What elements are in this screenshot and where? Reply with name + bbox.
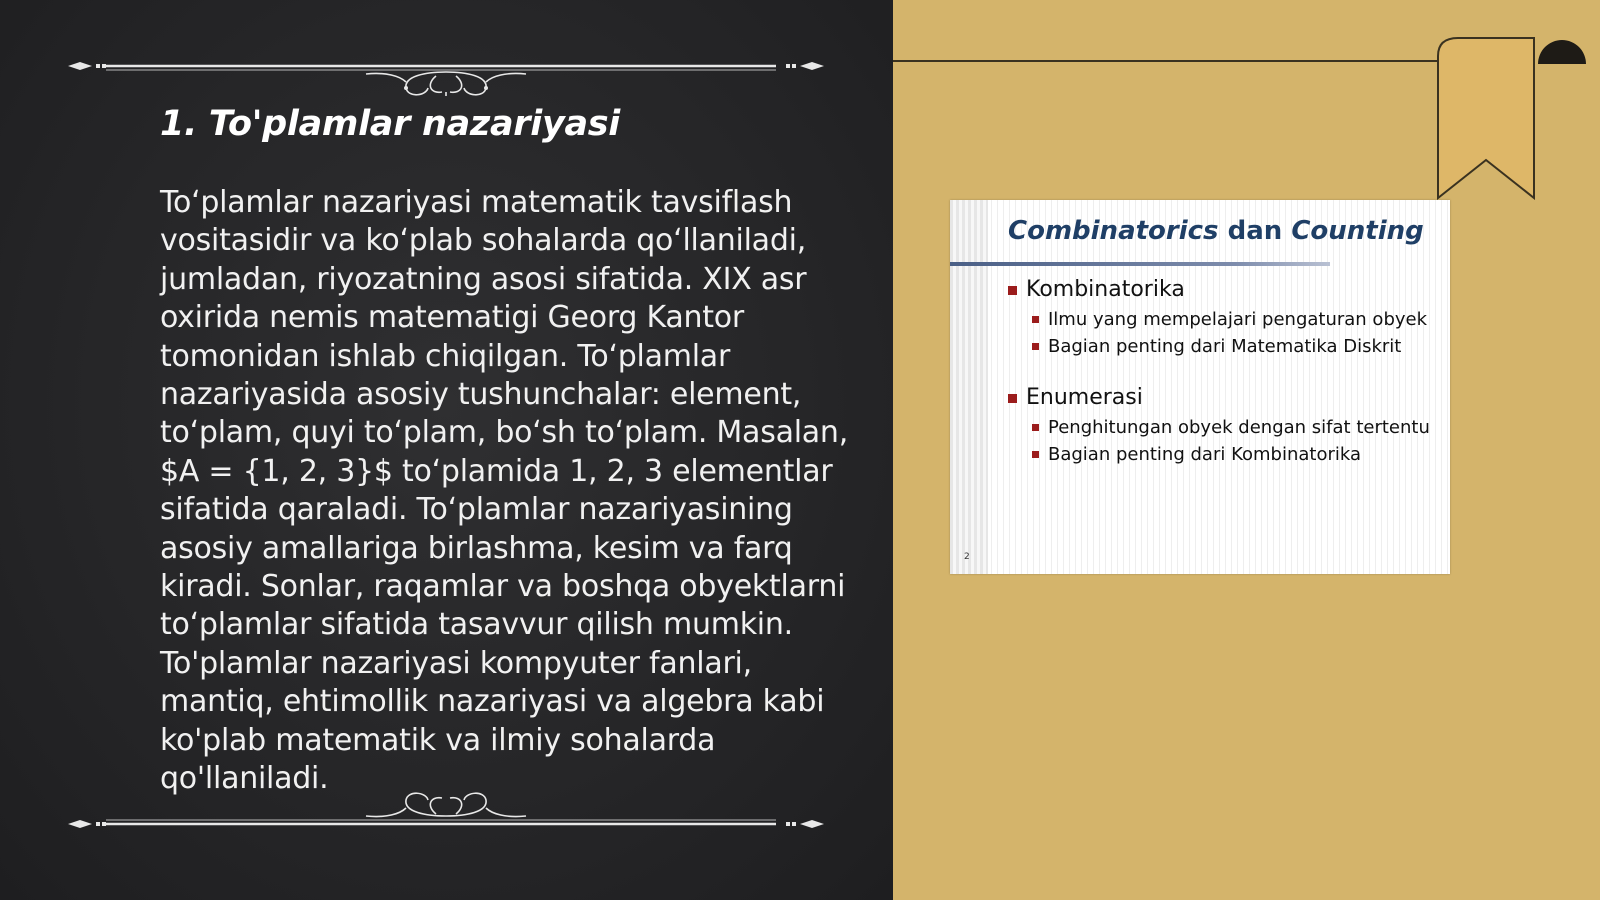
bottom-ornament-divider bbox=[66, 780, 826, 840]
embedded-slide-stripe bbox=[950, 200, 988, 574]
sub-list-item bbox=[1008, 335, 1448, 358]
list-item bbox=[1008, 276, 1448, 304]
bullet-square-icon bbox=[1032, 316, 1039, 323]
embedded-bullet-list bbox=[1008, 276, 1448, 466]
sub-list-item-label: Penghitungan obyek dengan sifat tertentu bbox=[1048, 417, 1430, 438]
sub-list-item bbox=[1008, 308, 1448, 331]
bullet-square-icon bbox=[1008, 286, 1017, 295]
sub-list-item-label: Ilmu yang mempelajari pengaturan obyek bbox=[1048, 309, 1428, 330]
embedded-title-part3: Counting bbox=[1291, 216, 1424, 246]
embedded-title-part2: dan bbox=[1218, 216, 1292, 246]
top-ornament-divider bbox=[66, 36, 826, 96]
list-spacer bbox=[1008, 358, 1448, 384]
half-circle-icon bbox=[1534, 36, 1594, 66]
bullet-square-icon bbox=[1032, 424, 1039, 431]
list-item bbox=[1008, 384, 1448, 412]
sub-list-item-label: Bagian penting dari Matematika Diskrit bbox=[1048, 336, 1402, 357]
bookmark-ribbon-icon bbox=[1436, 36, 1548, 200]
bullet-square-icon bbox=[1032, 451, 1039, 458]
bullet-square-icon bbox=[1032, 343, 1039, 350]
bullet-square-icon bbox=[1008, 394, 1017, 403]
sub-list-item bbox=[1008, 443, 1448, 466]
list-item-label: Kombinatorika bbox=[1026, 277, 1185, 302]
list-item-label: Enumerasi bbox=[1026, 385, 1143, 410]
horizontal-rule bbox=[893, 60, 1438, 62]
embedded-slide-title bbox=[1008, 216, 1424, 246]
slide-body-text: To‘plamlar nazariyasi matematik tavsiflash vositasidir va ko‘plab sohalarda qo‘llaniladi, jumladan, riyozatning asosi sifatida. XIX asr oxirida nemis matematigi Georg Kantor tomonidan ishlab chiqilgan. To‘plamlar nazariyasida asosiy tushunchalar: element, to‘plam, quyi to‘plam, bo‘sh to‘plam. Masalan, $A = {1, 2, 3}$ to‘plamida 1, 2, 3 elementlar sifatida qaraladi. To‘plamlar nazariyasining asosiy amallariga birlashma, kesim va farq kiradi. Sonlar, raqamlar va boshqa obyektlarni to‘plamlar sifatida tasavvur qilish mumkin. To'plamlar nazariyasi kompyuter fanlari, mantiq, ehtimollik nazariyasi va algebra kabi ko'plab matematik va ilmiy sohalarda qo'llaniladi. bbox=[160, 185, 848, 797]
sub-list-item bbox=[1008, 416, 1448, 439]
embedded-page-number: 2 bbox=[964, 552, 970, 562]
slide-title: 1. To'plamlar nazariyasi bbox=[160, 104, 621, 144]
embedded-slide-image bbox=[950, 200, 1450, 574]
embedded-title-rule bbox=[950, 262, 1330, 266]
embedded-title-part1: Combinatorics bbox=[1008, 216, 1219, 246]
sub-list-item-label: Bagian penting dari Kombinatorika bbox=[1048, 444, 1361, 465]
